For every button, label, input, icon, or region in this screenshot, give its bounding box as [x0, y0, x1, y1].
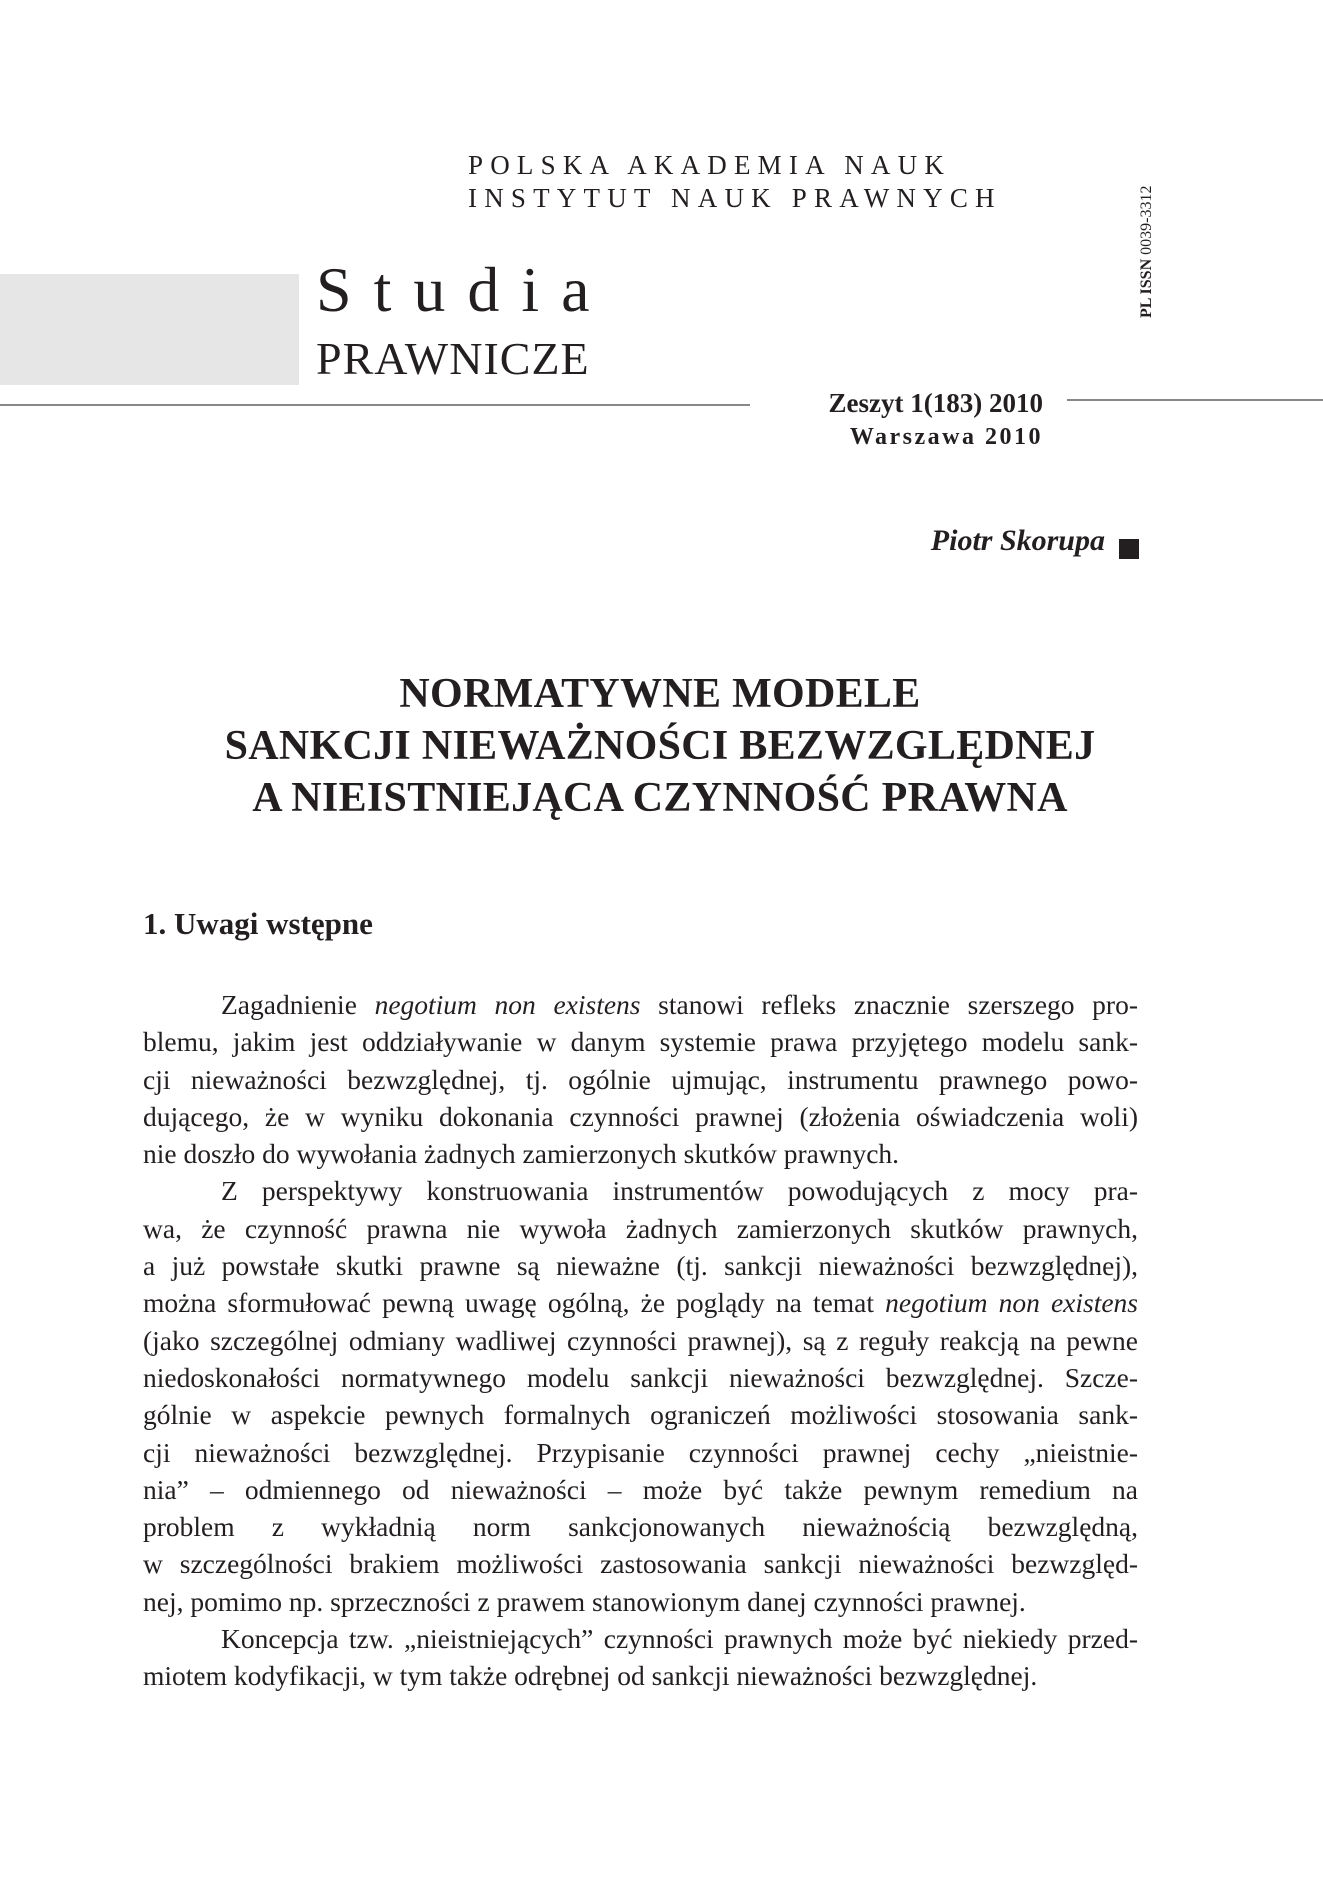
header-rule-left	[0, 404, 750, 406]
issn-number: 0039-3312	[1138, 185, 1155, 255]
body-line: można sformułować pewną uwagę ogólną, że poglądy na temat negotium non existens	[143, 1287, 1138, 1319]
body-line: (jako szczególnej odmiany wadliwej czynności prawnej), są z reguły reakcją na pewne	[143, 1324, 1138, 1356]
body-line: Koncepcja tzw. „nieistniejących” czynności prawnych może być niekiedy przed-	[221, 1623, 1138, 1655]
body-line: dującego, że w wyniku dokonania czynności prawnej (złożenia oświadczenia woli)	[143, 1100, 1138, 1132]
place-year: Warszawa 2010	[849, 424, 1043, 450]
body-line: niedoskonałości normatywnego modelu sankcji nieważności bezwzględnej. Szcze-	[143, 1361, 1138, 1393]
issue-number: Zeszyt 1(183) 2010	[828, 388, 1043, 418]
author-name: Piotr Skorupa	[930, 524, 1105, 557]
body-line: cji nieważności bezwzględnej, tj. ogólnie ujmując, instrumentu prawnego powo-	[143, 1063, 1138, 1095]
body-line: Z perspektywy konstruowania instrumentów powodujących z mocy pra-	[221, 1175, 1138, 1207]
latin-term: negotium non existens	[885, 1287, 1138, 1319]
body-line: miotem kodyfikacji, w tym także odrębnej od sankcji nieważności bezwzględnej.	[143, 1660, 1038, 1692]
body-line: gólnie w aspekcie pewnych formalnych ograniczeń możliwości stosowania sank-	[143, 1399, 1138, 1431]
body-line: Zagadnienie negotium non existens stanowi refleks znacznie szerszego pro-	[221, 989, 1138, 1020]
body-line: nia” – odmiennego od nieważności – może być także pewnym remedium na	[143, 1473, 1138, 1505]
article-body	[143, 986, 1138, 1695]
body-line: a już powstałe skutki prawne są nieważne (tj. sankcji nieważności bezwzględnej),	[143, 1250, 1138, 1282]
body-line: nej, pomimo np. sprzeczności z prawem stanowionym danej czynności prawnej.	[143, 1585, 1026, 1617]
article-title-line: SANKCJI NIEWAŻNOŚCI BEZWZGLĘDNEJ	[224, 723, 1096, 769]
issn-prefix: PL ISSN	[1138, 258, 1155, 318]
journal-name-prawnicze: PRAWNICZE	[316, 333, 590, 384]
journal-name-studia: Studia	[316, 254, 612, 325]
body-line: blemu, jakim jest oddziaływanie w danym systemie prawa przyjętego modelu sank-	[143, 1026, 1138, 1058]
body-paragraph	[143, 1172, 1138, 1620]
article-title-line: A NIEISTNIEJĄCA CZYNNOŚĆ PRAWNA	[252, 775, 1068, 821]
body-line: w szczególności brakiem możliwości zastosowania sankcji nieważności bezwzględ-	[143, 1548, 1138, 1580]
body-paragraph	[143, 986, 1138, 1172]
section-heading: 1. Uwagi wstępne	[143, 906, 373, 941]
article-title-line: NORMATYWNE MODELE	[399, 671, 921, 717]
journal-logo-grey-block	[0, 274, 299, 385]
issn-label	[1138, 186, 1156, 318]
institution-line-2: INSTYTUT NAUK PRAWNYCH	[468, 183, 1002, 213]
latin-term: negotium non existens	[374, 989, 641, 1020]
author-square-marker-icon	[1119, 539, 1139, 559]
body-line: problem z wykładnią norm sankcjonowanych nieważnością bezwzględną,	[143, 1511, 1138, 1543]
body-line: nie doszło do wywołania żadnych zamierzonych skutków prawnych.	[143, 1138, 900, 1170]
body-paragraph	[143, 1620, 1138, 1695]
body-line: cji nieważności bezwzględnej. Przypisanie czynności prawnej cechy „nieistnie-	[143, 1436, 1138, 1468]
article-title	[140, 668, 1180, 824]
body-line: wa, że czynność prawna nie wywoła żadnych zamierzonych skutków prawnych,	[143, 1212, 1138, 1244]
header-rule-right	[1067, 399, 1323, 401]
institution-line-1: POLSKA AKADEMIA NAUK	[468, 150, 952, 180]
